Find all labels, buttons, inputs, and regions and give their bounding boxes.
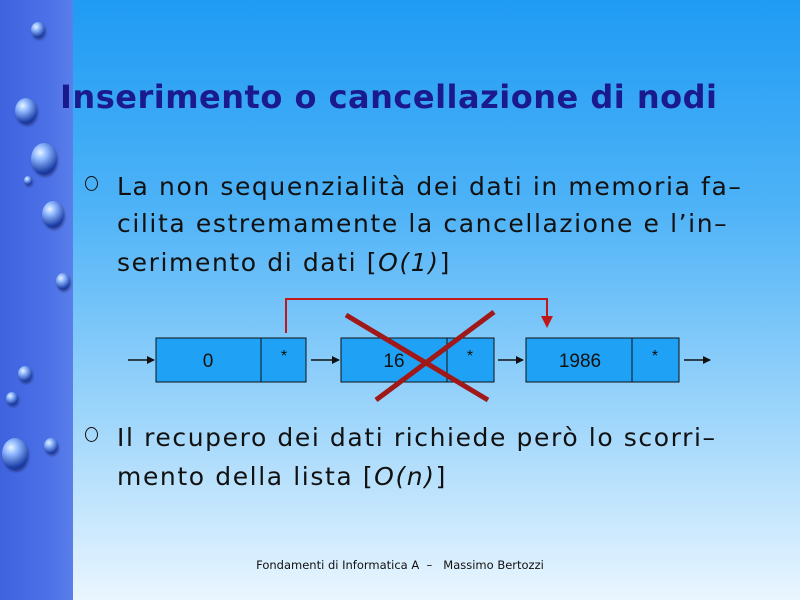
bullet-icon (85, 427, 98, 442)
node-2-pointer: * (651, 348, 659, 365)
bullet-1-close: ] (439, 248, 451, 277)
node-1-value: 16 (383, 351, 405, 372)
complexity-constant: O(1) (378, 248, 440, 277)
bullet-2-line-1: Il recupero dei dati richiede però lo scorri– (117, 423, 717, 452)
complexity-linear: O(n) (374, 462, 436, 491)
bypass-arrow (286, 299, 547, 333)
node-1-pointer: * (466, 348, 474, 365)
slide-footer: Fondamenti di Informatica A – Massimo Bertozzi (256, 558, 544, 572)
slide-title: Inserimento o cancellazione di nodi (60, 78, 718, 116)
bullet-1-text: serimento di dati [ (117, 248, 379, 277)
bullet-2-line-2 (117, 458, 447, 495)
bullet-2-close: ] (435, 462, 447, 491)
bypass-arrowhead (541, 316, 553, 328)
bullet-2-text: mento della lista [ (117, 462, 375, 491)
bullet-1-line-2: cilita estremamente la cancellazione e l’in– (117, 209, 729, 238)
node-2-value: 1986 (558, 351, 602, 372)
node-0-value: 0 (202, 351, 214, 372)
node-0-pointer: * (280, 348, 288, 365)
bullet-1-line-1: La non sequenzialità dei dati in memoria fa– (117, 172, 743, 201)
